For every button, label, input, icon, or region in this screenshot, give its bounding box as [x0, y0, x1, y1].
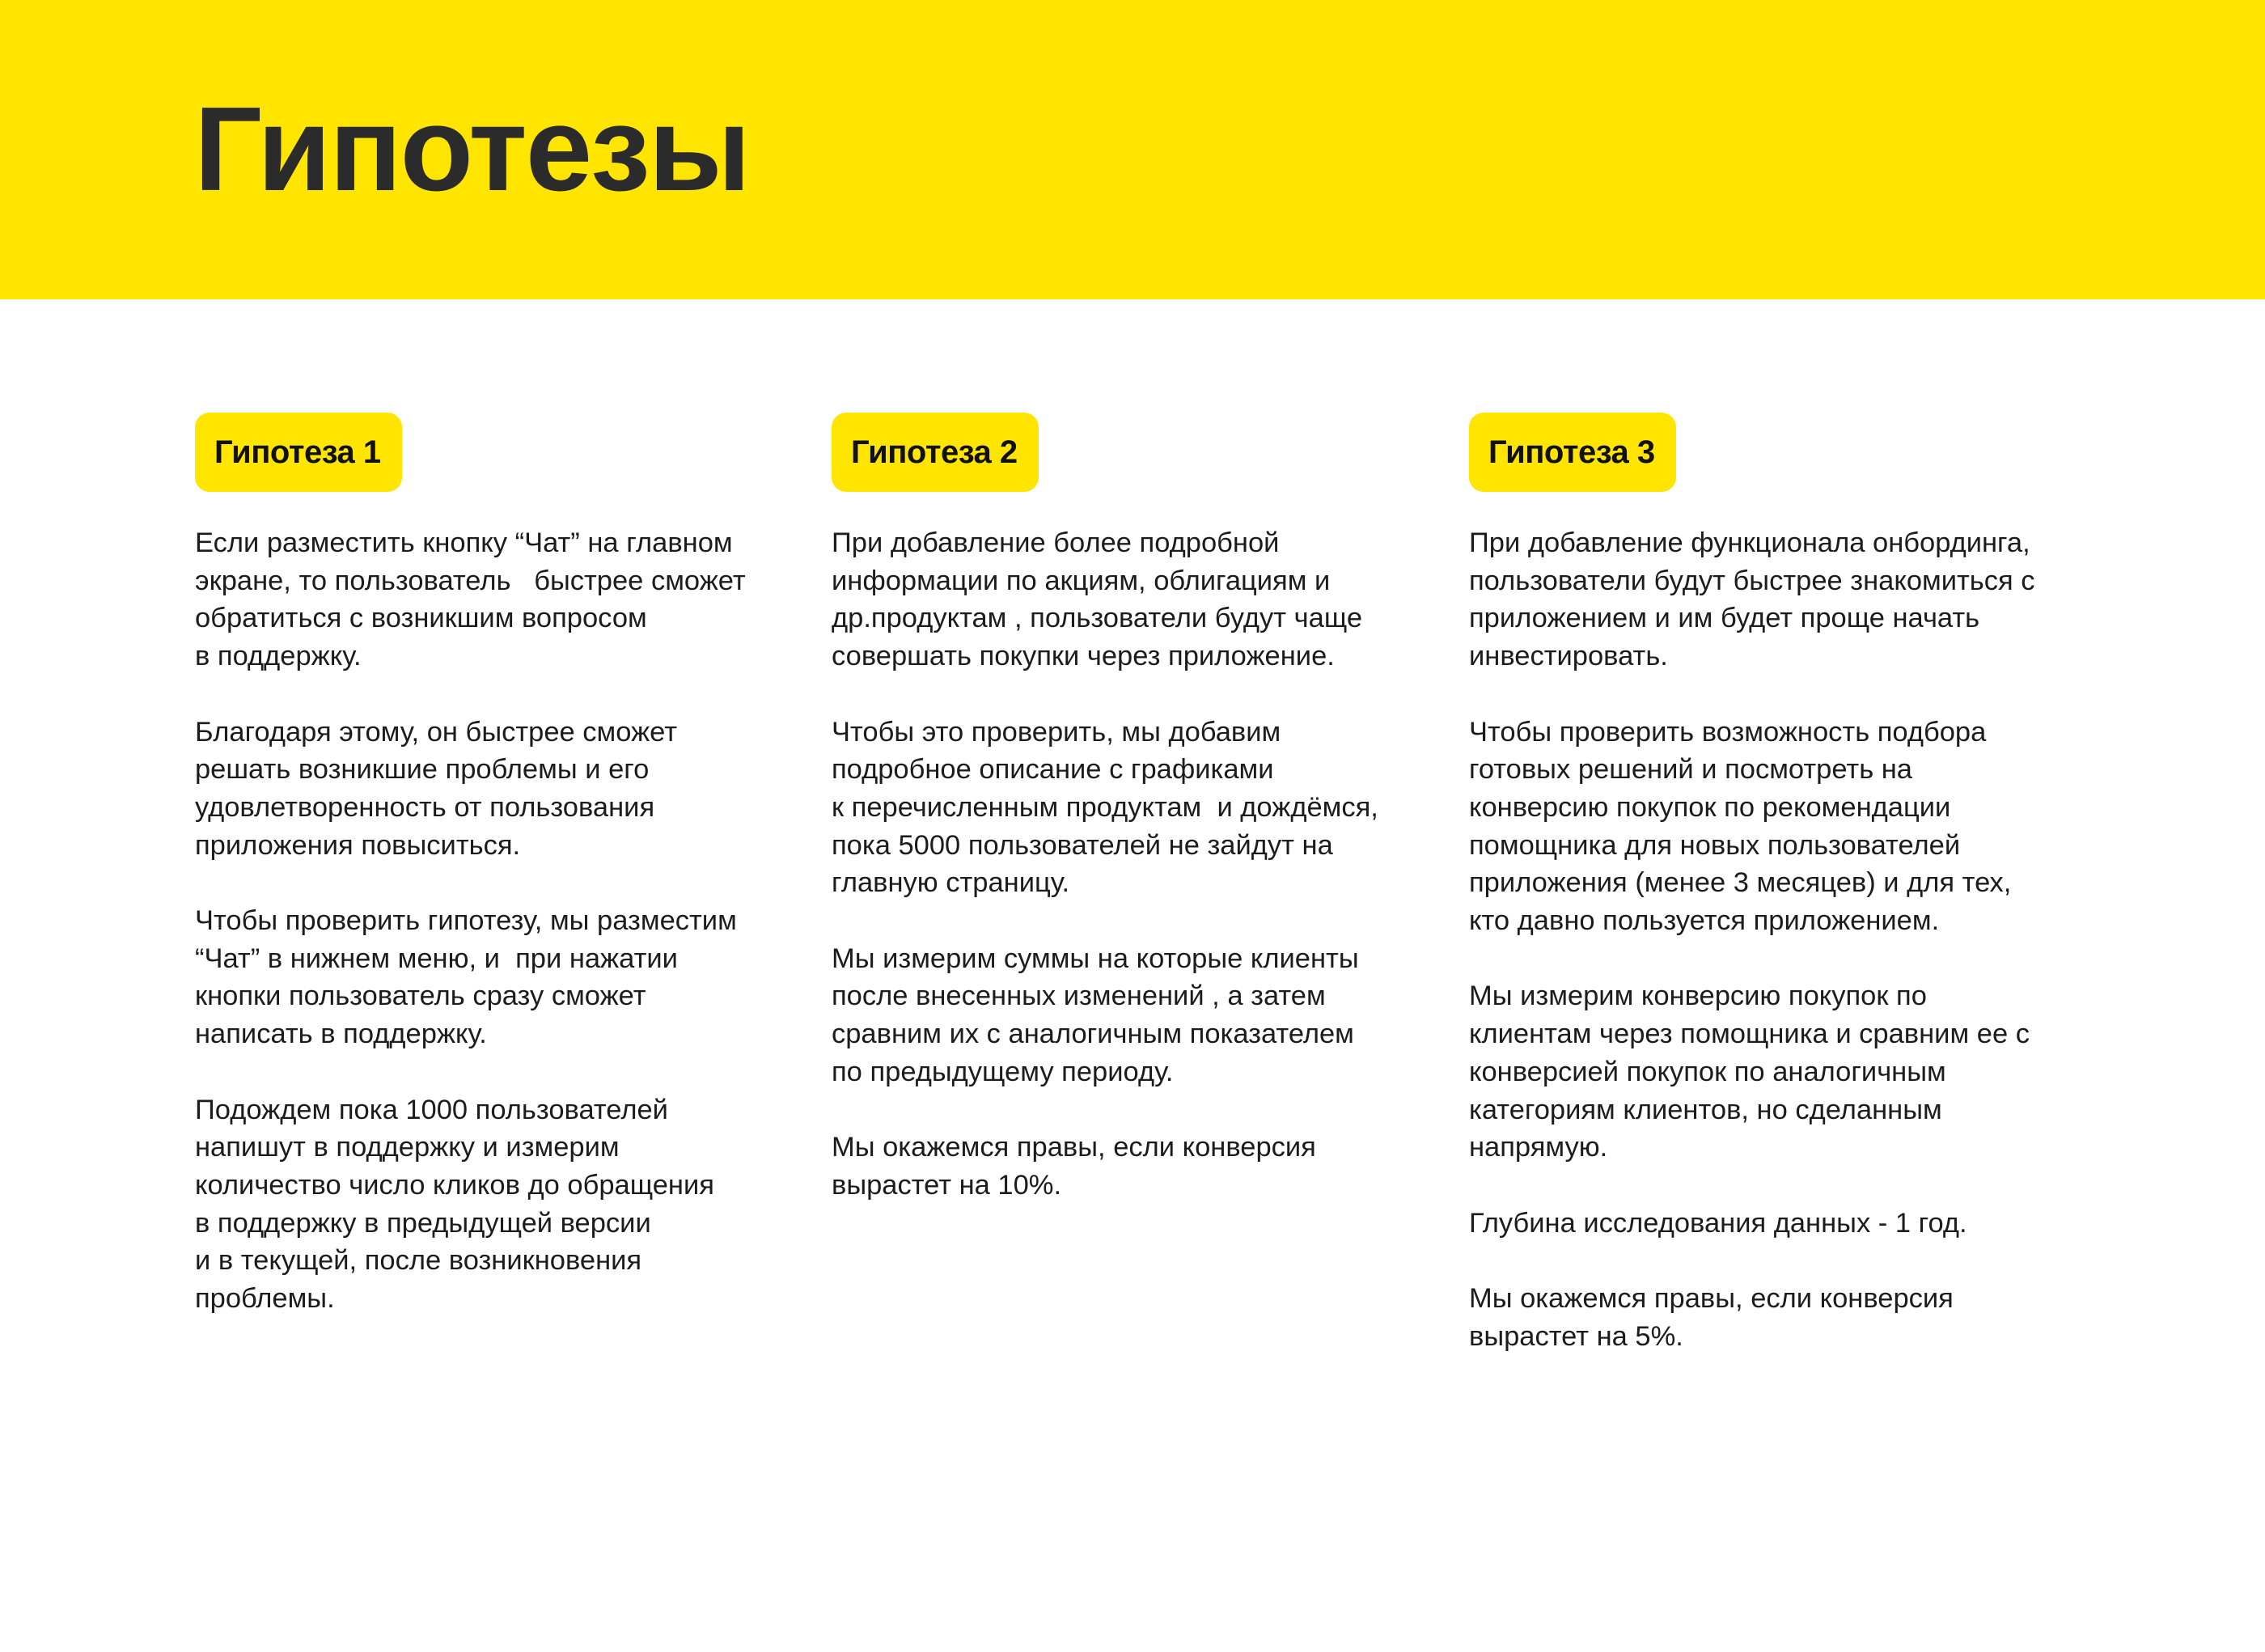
text-line: Чтобы это проверить, мы добавим — [832, 716, 1281, 748]
hypothesis-column-3 — [1469, 413, 2084, 1393]
hypothesis-paragraph — [832, 524, 1446, 676]
text-line: Мы измерим суммы на которые клиенты — [832, 942, 1359, 974]
text-line: др.продуктам , пользователи будут чаще — [832, 603, 1363, 634]
text-line: экране, то пользователь быстрее сможет — [195, 565, 746, 596]
text-line: информации по акциям, облигациям и — [832, 565, 1331, 596]
text-line: При добавление более подробной — [832, 527, 1280, 558]
hypothesis-paragraph — [1469, 1280, 2084, 1355]
page-title: Гипотезы — [194, 83, 750, 216]
text-line: вырастет на 10%. — [832, 1169, 1062, 1201]
text-line: Чтобы проверить возможность подбора — [1469, 716, 1987, 748]
text-line: напрямую. — [1469, 1132, 1608, 1163]
text-line: сравним их с аналогичным показателем — [832, 1019, 1354, 1050]
text-line: в поддержку. — [195, 641, 362, 672]
text-line: Мы окажемся правы, если конверсия — [1469, 1283, 1954, 1314]
text-line: помощника для новых пользователей — [1469, 829, 1961, 861]
text-line: “Чат” в нижнем меню, и при нажатии — [195, 942, 678, 974]
hypothesis-column-1 — [195, 413, 810, 1355]
text-line: категориям клиентов, но сделанным — [1469, 1094, 1942, 1125]
hypothesis-badge: Гипотеза 2 — [832, 413, 1039, 492]
hypothesis-paragraph — [195, 1091, 810, 1318]
text-line: клиентам через помощника и сравним ее с — [1469, 1019, 2030, 1050]
hypothesis-paragraph — [1469, 1205, 2084, 1243]
text-line: решать возникшие проблемы и его — [195, 754, 650, 786]
text-line: вырастет на 5%. — [1469, 1320, 1683, 1352]
hypothesis-paragraph — [832, 714, 1446, 903]
text-line: приложения (менее 3 месяцев) и для тех, — [1469, 867, 2012, 899]
text-line: Если разместить кнопку “Чат” на главном — [195, 527, 733, 558]
text-line: в поддержку в предыдущей версии — [195, 1207, 651, 1239]
text-line: главную страницу. — [832, 867, 1070, 899]
text-line: Глубина исследования данных - 1 год. — [1469, 1207, 1967, 1239]
text-line: совершать покупки через приложение. — [832, 641, 1335, 672]
text-line: приложения повыситься. — [195, 829, 521, 861]
text-line: готовых решений и посмотреть на — [1469, 754, 1912, 786]
text-line: подробное описание с графиками — [832, 754, 1274, 786]
text-line: конверсию покупок по рекомендации — [1469, 791, 1951, 823]
hypothesis-paragraph — [832, 940, 1446, 1091]
hypothesis-column-2 — [832, 413, 1446, 1242]
text-line: кто давно пользуется приложением. — [1469, 905, 1940, 937]
text-line: Чтобы проверить гипотезу, мы разместим — [195, 905, 737, 936]
text-line: пользователи будут быстрее знакомиться с — [1469, 565, 2035, 596]
text-line: проблемы. — [195, 1283, 335, 1315]
hypothesis-paragraph — [1469, 524, 2084, 676]
hypothesis-paragraph — [832, 1129, 1446, 1204]
hypothesis-paragraph — [195, 902, 810, 1053]
hypothesis-body — [832, 524, 1446, 1205]
text-line: по предыдущему периоду. — [832, 1056, 1174, 1087]
hypothesis-badge: Гипотеза 3 — [1469, 413, 1676, 492]
text-line: обратиться с возникшим вопросом — [195, 603, 647, 634]
hypothesis-paragraph — [195, 524, 810, 676]
text-line: напишут в поддержку и измерим — [195, 1132, 620, 1163]
text-line: Подождем пока 1000 пользователей — [195, 1094, 668, 1125]
text-line: конверсией покупок по аналогичным — [1469, 1056, 1946, 1087]
text-line: Благодаря этому, он быстрее сможет — [195, 716, 678, 748]
text-line: приложением и им будет проще начать — [1469, 603, 1980, 634]
text-line: количество число кликов до обращения — [195, 1169, 714, 1201]
hypothesis-paragraph — [1469, 977, 2084, 1167]
hypothesis-body — [1469, 524, 2084, 1355]
text-line: При добавление функционала онбординга, — [1469, 527, 2030, 558]
hypothesis-paragraph — [195, 714, 810, 865]
text-line: кнопки пользователь сразу сможет — [195, 981, 646, 1012]
hypothesis-paragraph — [1469, 714, 2084, 940]
text-line: к перечисленным продуктам и дождёмся, — [832, 791, 1378, 823]
hypothesis-badge: Гипотеза 1 — [195, 413, 402, 492]
text-line: написать в поддержку. — [195, 1019, 487, 1050]
text-line: после внесенных изменений , а затем — [832, 981, 1326, 1012]
text-line: Мы окажемся правы, если конверсия — [832, 1132, 1316, 1163]
text-line: пока 5000 пользователей не зайдут на — [832, 829, 1333, 861]
text-line: и в текущей, после возникновения — [195, 1245, 642, 1277]
hypothesis-body — [195, 524, 810, 1318]
text-line: Мы измерим конверсию покупок по — [1469, 981, 1927, 1012]
text-line: удовлетворенность от пользования — [195, 791, 655, 823]
text-line: инвестировать. — [1469, 641, 1668, 672]
